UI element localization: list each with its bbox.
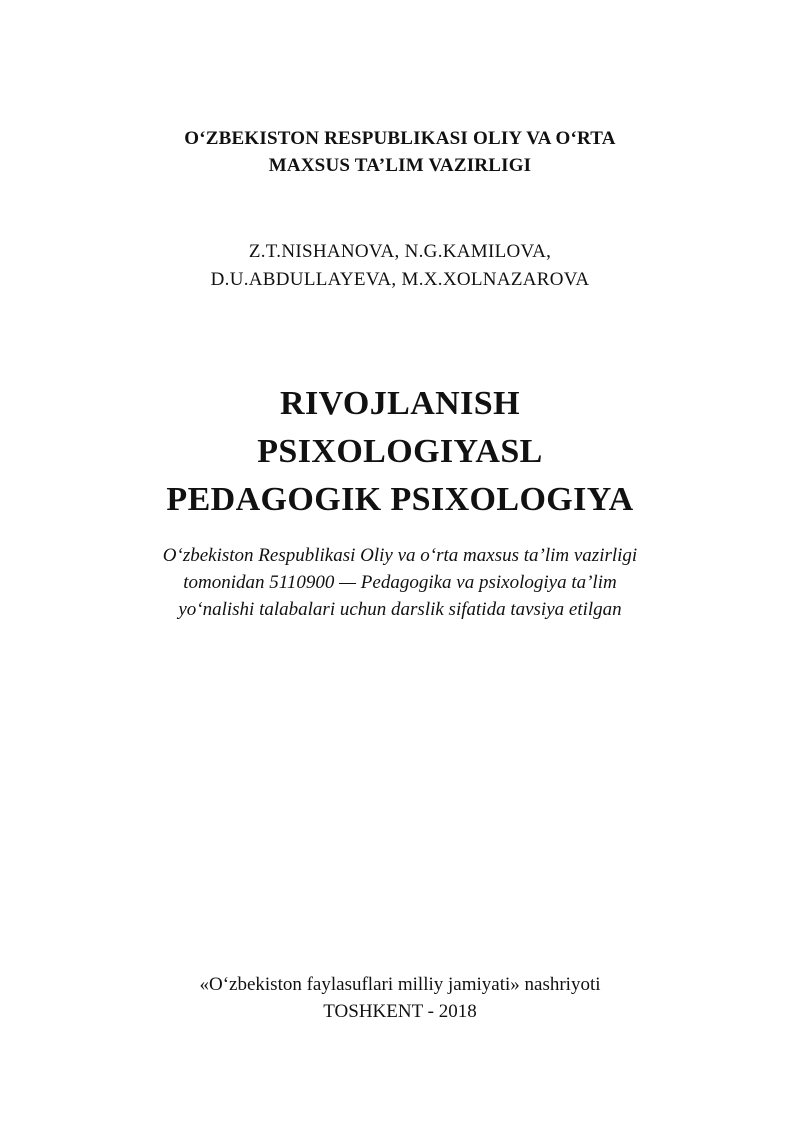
approval-note-line-1: O‘zbekiston Respublikasi Oliy va o‘rta maxsus ta’lim vazirligi <box>162 545 638 566</box>
ministry-name-line-2: MAXSUS TA’LIM VAZIRLIGI <box>268 155 532 176</box>
ministry-name-line-1: O‘ZBEKISTON RESPUBLIKASI OLIY VA O‘RTA <box>184 128 616 149</box>
approval-note-line-3: yo‘nalishi talabalari uchun darslik sifatida tavsiya etilgan <box>178 599 622 620</box>
book-title-line-2: PSIXOLOGIYASL <box>257 433 543 470</box>
authors-line-1: Z.T.NISHANOVA, N.G.KAMILOVA, <box>248 241 552 262</box>
publisher-name: «O‘zbekiston faylasuflari milliy jamiyati» nashriyoti <box>199 974 601 995</box>
book-title-line-3: PEDAGOGIK PSIXOLOGIYA <box>166 481 634 518</box>
authors-line-2: D.U.ABDULLAYEVA, M.X.XOLNAZAROVA <box>210 269 590 290</box>
publication-place-year: TOSHKENT - 2018 <box>323 1001 477 1022</box>
book-title-line-1: RIVOJLANISH <box>280 385 520 422</box>
approval-note-line-2: tomonidan 5110900 — Pedagogika va psixologiya ta’lim <box>183 572 617 593</box>
